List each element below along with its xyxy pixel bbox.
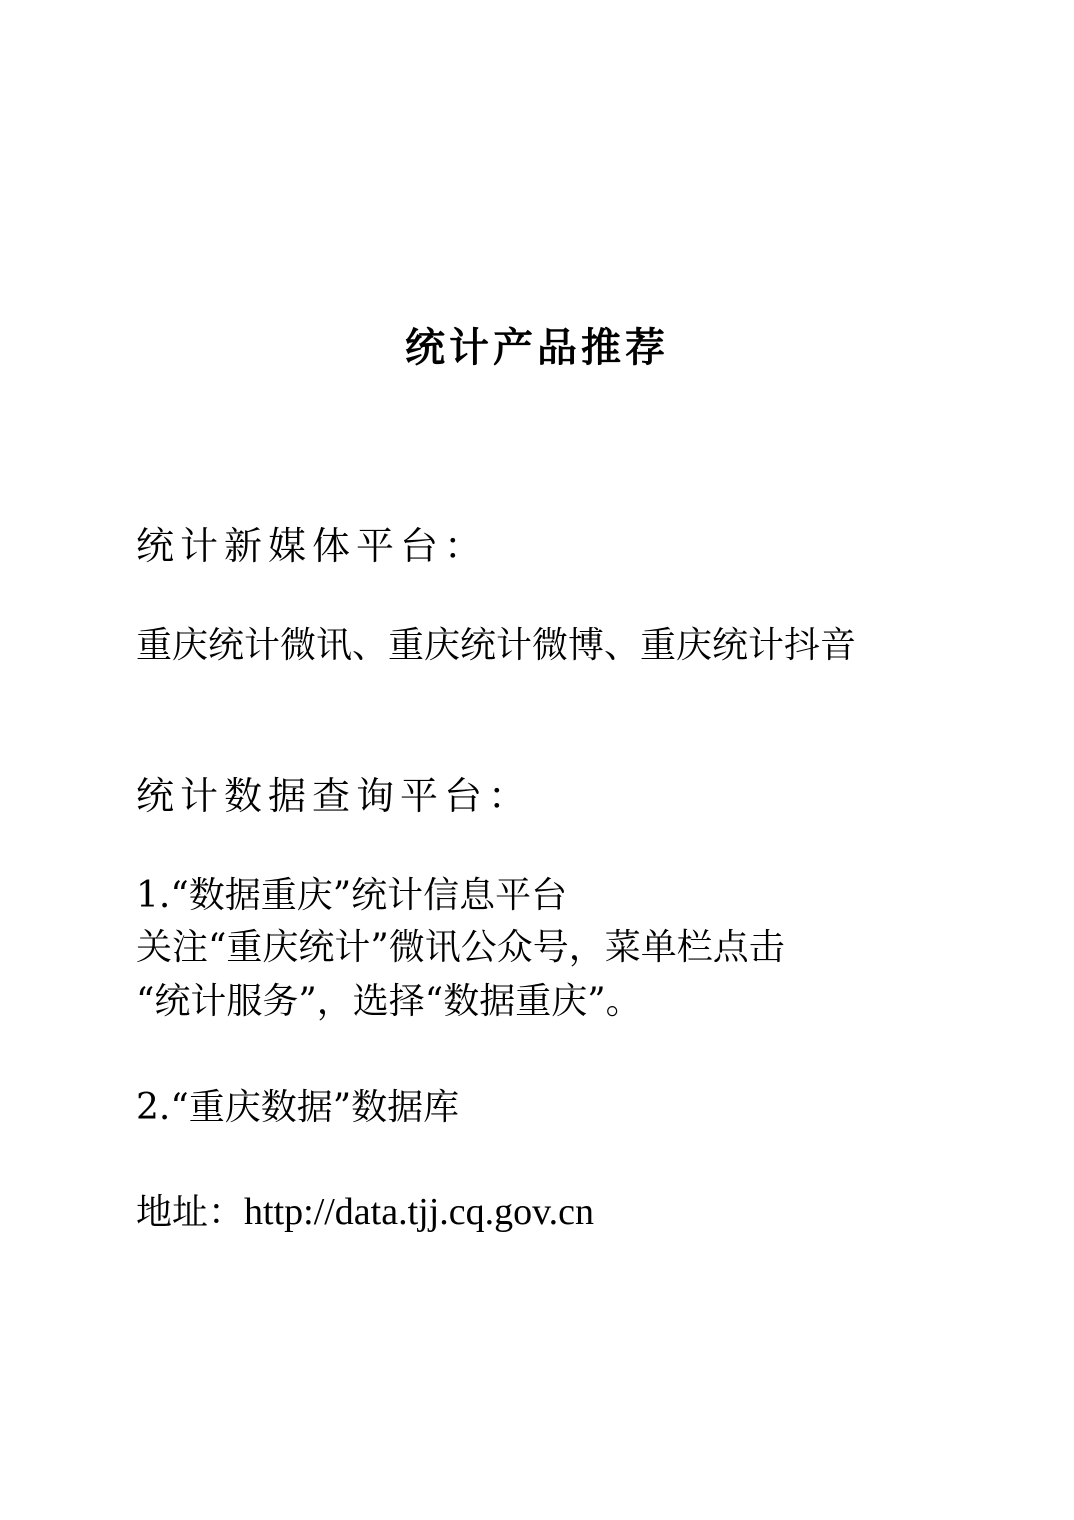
new-media-platforms: 重庆统计微讯、重庆统计微博、重庆统计抖音 [136, 625, 857, 666]
address-label: 地址： [136, 1192, 245, 1233]
address-url-link[interactable]: http://data.tjj.cq.gov.cn [244, 1191, 595, 1233]
address-line [136, 1186, 594, 1239]
item1-desc-line1: 关注“重庆统计”微讯公众号，菜单栏点击 [136, 927, 785, 968]
item1-title: 1.“数据重庆”统计信息平台 [136, 875, 568, 916]
item2-title: 2.“重庆数据”数据库 [136, 1087, 460, 1128]
data-query-heading: 统计数据查询平台： [136, 774, 533, 818]
new-media-heading: 统计新媒体平台： [136, 524, 489, 568]
item1-desc-line2: “统计服务”，选择“数据重庆”。 [136, 981, 642, 1022]
page-title: 统计产品推荐 [405, 324, 669, 371]
